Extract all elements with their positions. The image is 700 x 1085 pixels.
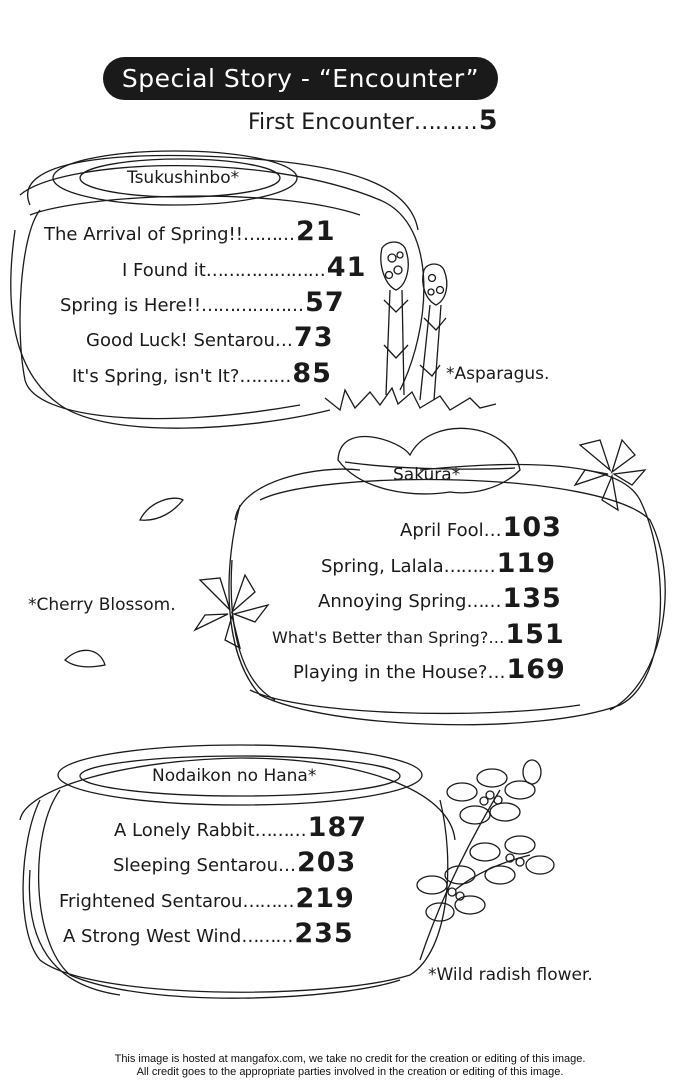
chapter-title: April Fool	[400, 520, 484, 541]
chapter-title: Playing in the House?	[293, 662, 488, 683]
leader-dots: ………	[241, 926, 293, 947]
page-number: 219	[295, 883, 355, 914]
toc-entry[interactable]	[272, 619, 565, 651]
page-number: 5	[478, 105, 499, 136]
chapter-title: I Found it	[122, 260, 206, 281]
hosting-notice-line-2: All credit goes to the appropriate parties involved in the creation or editing of this image.	[136, 1066, 564, 1078]
page-number: 135	[502, 583, 562, 614]
section-title-tsukushinbo: Tsukushinbo*	[127, 168, 240, 188]
page-number: 187	[307, 812, 368, 843]
page-number: 103	[502, 512, 562, 543]
chapter-title: Frightened Sentarou	[59, 891, 243, 912]
chapter-title: The Arrival of Spring!!	[44, 224, 243, 245]
toc-entry[interactable]	[122, 252, 367, 284]
chapter-title: Spring, Lalala	[321, 556, 444, 577]
chapter-title: First Encounter	[248, 110, 414, 135]
chapter-title: It's Spring, isn't It?	[72, 366, 240, 387]
special-story-banner: Special Story - “Encounter”	[103, 57, 498, 100]
toc-entry[interactable]	[113, 847, 357, 879]
toc-entry[interactable]	[400, 512, 562, 544]
leader-dots: ………	[413, 110, 477, 135]
page-number: 85	[292, 358, 332, 389]
footnote-wild-radish: *Wild radish flower.	[428, 965, 593, 985]
section-title-sakura: Sakura*	[393, 465, 461, 485]
leader-dots: ………	[243, 224, 294, 245]
chapter-title: Spring is Here!!	[60, 295, 202, 316]
page-number: 119	[496, 548, 557, 579]
leader-dots: …	[483, 520, 501, 541]
page-number: 41	[326, 252, 367, 283]
leader-dots: …	[277, 855, 295, 876]
page-number: 57	[305, 287, 345, 318]
leader-dots: …	[274, 330, 292, 351]
chapter-title: A Lonely Rabbit	[114, 820, 255, 841]
leader-dots: ………………	[201, 295, 304, 316]
leader-dots: …	[488, 628, 504, 647]
toc-entry[interactable]	[44, 216, 336, 248]
toc-entry[interactable]	[60, 287, 345, 319]
page-number: 21	[296, 216, 336, 247]
toc-entry[interactable]	[63, 918, 354, 950]
chapter-title: A Strong West Wind	[63, 926, 242, 947]
toc-entry[interactable]	[86, 322, 334, 354]
chapter-title: Annoying Spring	[318, 591, 467, 612]
toc-entry[interactable]	[114, 812, 368, 844]
leader-dots: …	[487, 662, 505, 683]
page-number: 151	[505, 619, 565, 650]
leader-dots: ………	[254, 820, 306, 841]
leader-dots: ………	[242, 891, 294, 912]
leader-dots: ………	[239, 366, 291, 387]
toc-entry[interactable]	[59, 883, 355, 915]
leader-dots: …………………	[205, 260, 325, 281]
page-number: 235	[294, 918, 354, 949]
page-number: 203	[296, 847, 357, 878]
toc-entry[interactable]	[72, 358, 332, 390]
toc-entry-first-encounter[interactable]	[248, 105, 499, 136]
leader-dots: ………	[443, 556, 495, 577]
toc-entry[interactable]	[318, 583, 562, 615]
page-number: 73	[293, 322, 334, 353]
leader-dots: ……	[466, 591, 501, 612]
chapter-title: What's Better than Spring?	[272, 628, 489, 647]
footnote-cherry-blossom: *Cherry Blossom.	[28, 595, 176, 615]
hosting-notice-line-1: This image is hosted at mangafox.com, we take no credit for the creation or editing of this image.	[114, 1053, 586, 1065]
toc-entry[interactable]	[321, 548, 557, 580]
page-number: 169	[506, 654, 566, 685]
chapter-title: Sleeping Sentarou	[113, 855, 278, 876]
footnote-asparagus: *Asparagus.	[446, 364, 550, 384]
radish-flower-drawing	[417, 760, 554, 960]
hosting-notice	[0, 1053, 700, 1079]
chapter-title: Good Luck! Sentarou	[86, 330, 275, 351]
section-title-nodaikon: Nodaikon no Hana*	[152, 766, 317, 786]
toc-entry[interactable]	[293, 654, 566, 686]
